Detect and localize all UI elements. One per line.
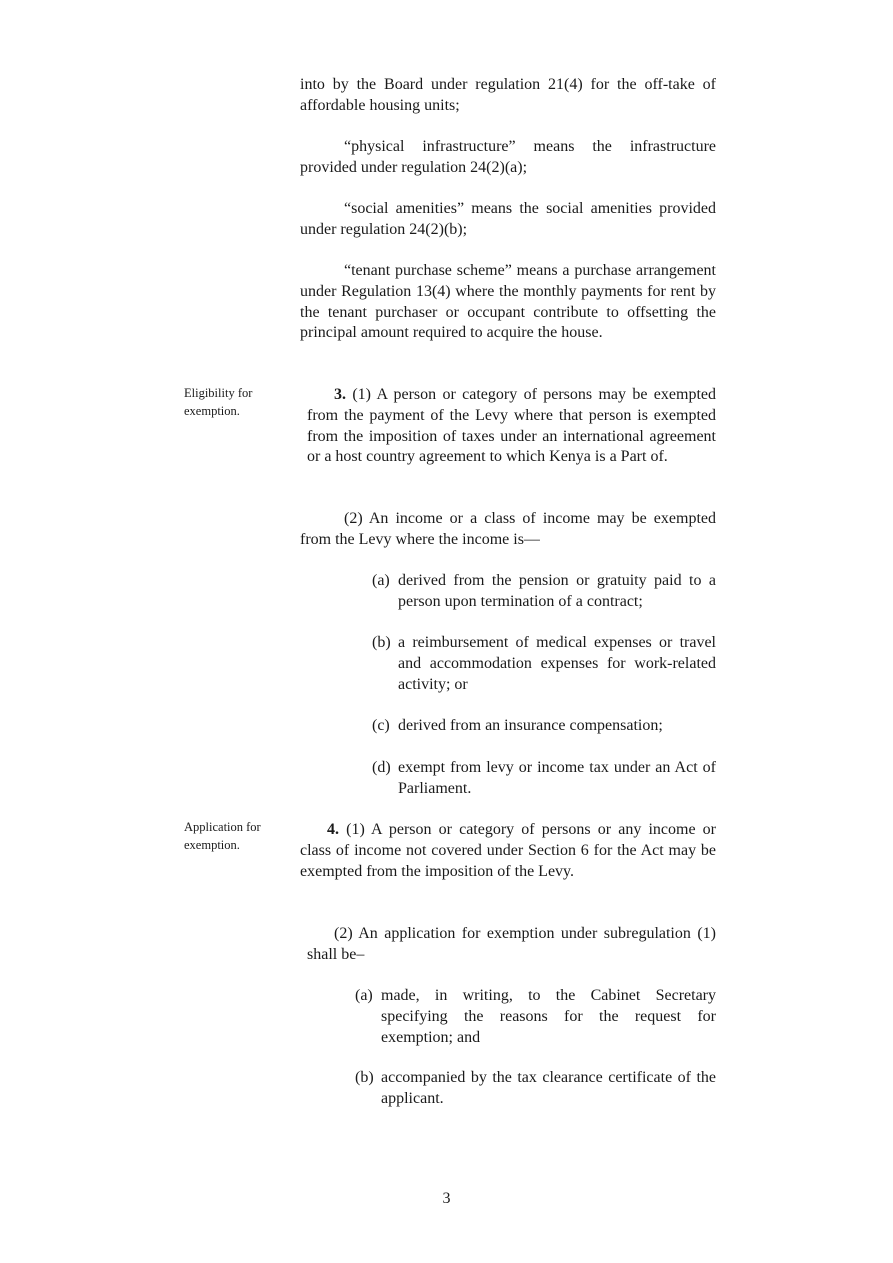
item-label: (c) [372,717,390,734]
margin-note-eligibility: Eligibility for exemption. [184,386,253,418]
item-label: (a) [355,987,373,1004]
item-label: (b) [355,1069,374,1086]
section-3-item-b [372,633,716,695]
section-3-item-a [372,571,716,613]
section-4-number: 4. [327,821,339,838]
item-label: (d) [372,759,391,776]
item-text: derived from the pension or gratuity paid to a person upon termination of a contract; [398,572,716,610]
section-3-number: 3. [334,386,346,403]
section-3-subsection-1 [307,385,716,468]
definition-social-amenities: “social amenities” means the social amenities provided under regulation 24(2)(b); [300,200,716,238]
section-4-item-b [355,1068,716,1110]
item-text: a reimbursement of medical expenses or travel and accommodation expenses for work-related activity; or [398,634,716,693]
item-label: (b) [372,634,391,651]
section-4-item-a [355,986,716,1048]
definition-physical-infrastructure: “physical infrastructure” means the infrastructure provided under regulation 24(2)(a); [300,138,716,176]
section-3-item-d [372,758,716,800]
definition-tenant-purchase-scheme: “tenant purchase scheme” means a purchase arrangement under Regulation 13(4) where the monthly payments for rent by the tenant purchaser or occupant contribute to offsetting the principal amount required to acquire the house. [300,262,716,342]
item-label: (a) [372,572,390,589]
section-4-subsection-1-text: (1) A person or category of persons or any income or class of income not covered under Section 6 for the Act may be exempted from the imposition of the Levy. [300,821,717,880]
section-3-subsection-1-text: (1) A person or category of persons may be exempted from the payment of the Levy where that person is exempted from the imposition of taxes under an international agreement or a host country agreement to which Kenya is a Part of. [307,386,716,466]
margin-note-application: Application for exemption. [184,820,261,852]
section-3-subsection-2: (2) An income or a class of income may be exempted from the Levy where the income is— [300,510,716,548]
page-number: 3 [442,1190,451,1207]
item-text: accompanied by the tax clearance certificate of the applicant. [381,1069,716,1107]
definition-continuation: into by the Board under regulation 21(4) for the off-take of affordable housing units; [300,76,716,114]
section-4-subsection-1 [300,820,716,882]
item-text: derived from an insurance compensation; [398,717,663,734]
section-4-subsection-2: (2) An application for exemption under subregulation (1) shall be– [307,925,716,963]
section-3-item-c [372,716,716,737]
item-text: exempt from levy or income tax under an Act of Parliament. [398,759,716,797]
item-text: made, in writing, to the Cabinet Secretary specifying the reasons for the request for exemption; and [381,987,716,1046]
